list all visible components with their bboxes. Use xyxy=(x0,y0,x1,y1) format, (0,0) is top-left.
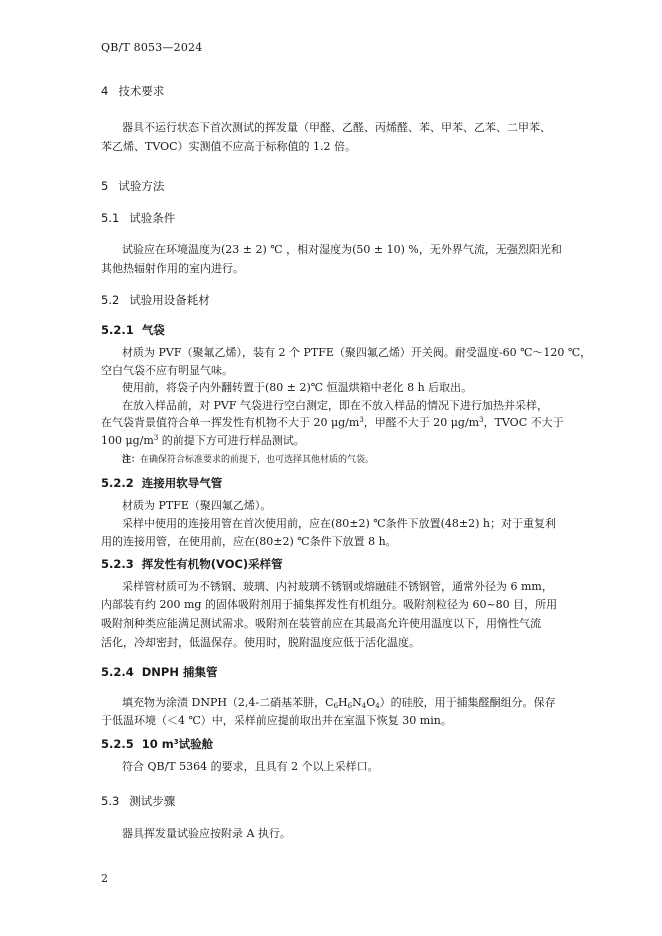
section-title: DNPH 捕集管 xyxy=(141,665,218,679)
section-number: 5.3 xyxy=(101,794,120,808)
section-number: 5.2.2 xyxy=(101,476,134,490)
text-line: 在放入样品前，对 PVF 气袋进行空白测定，即在不放入样品的情况下进行加热并采样， xyxy=(122,399,548,412)
section-title: 连接用软导气管 xyxy=(141,476,223,490)
text-line: 器具挥发量试验应按附录 A 执行。 xyxy=(122,827,291,840)
text-run: N xyxy=(352,696,362,709)
section-5-2-1-p3-cont xyxy=(101,413,563,432)
text-line: 材质为 PVF（聚氟乙烯），装有 2 个 PTFE（聚四氟乙烯）开关阀。耐受温度-60 ℃～120 ℃， xyxy=(122,346,592,359)
section-title: 测试步骤 xyxy=(129,794,176,808)
text-line xyxy=(101,431,563,450)
text-line: 试验应在环境温度为(23 ± 2) ℃ ，相对湿度为(50 ± 10) %，无外界气流，无强烈阳光和 xyxy=(122,243,562,256)
section-number: 5 xyxy=(101,179,109,193)
section-number: 5.2.1 xyxy=(101,323,134,337)
text-line: 采样管材质可为不锈钢、玻璃、内衬玻璃不锈钢或熔融硅不锈钢管，通常外径为 6 mm， xyxy=(122,580,553,593)
note-text: 在确保符合标准要求的前提下，也可选择其他材质的气袋。 xyxy=(140,455,375,465)
subscript: 4 xyxy=(375,702,380,710)
superscript: 3 xyxy=(173,738,179,746)
section-title: 试验条件 xyxy=(129,211,176,225)
section-5-heading xyxy=(101,178,164,194)
text-line: 内部装有约 200 mg 的固体吸附剂用于捕集挥发性有机组分。吸附剂粒径为 60~80 目，所用 xyxy=(101,598,558,611)
text-run: ，TVOC 不大于 xyxy=(483,416,564,429)
superscript: 3 xyxy=(479,416,484,424)
section-5-2-1-heading xyxy=(101,322,165,338)
note xyxy=(122,452,374,465)
section-5-2-2-p2-cont xyxy=(101,532,563,551)
text-line: 空白气袋不应有明显气味。 xyxy=(101,364,233,377)
section-4-heading xyxy=(101,83,164,99)
section-number: 4 xyxy=(101,84,109,98)
page-number: 2 xyxy=(101,872,108,885)
superscript: 3 xyxy=(359,416,364,424)
text-run: 100 μg/m xyxy=(101,434,154,447)
section-number: 5.1 xyxy=(101,211,120,225)
text-line: 器具不运行状态下首次测试的挥发量（甲醛、乙醛、丙烯醛、苯、甲苯、乙苯、二甲苯、 xyxy=(122,121,551,134)
section-5-3-paragraph xyxy=(122,824,584,843)
section-5-2-4-heading xyxy=(101,664,217,680)
text-line: 苯乙烯、TVOC）实测值不应高于标称值的 1.2 倍。 xyxy=(101,140,357,153)
section-5-2-1-p1 xyxy=(122,343,592,362)
section-number: 5.2.3 xyxy=(101,557,134,571)
text-line xyxy=(101,413,563,432)
section-number: 5.2 xyxy=(101,293,120,307)
text-line: 吸附剂种类应能满足测试需求。吸附剂在装管前应在其最高允许使用温度以下，用惰性气流 xyxy=(101,617,541,630)
section-4-paragraph xyxy=(122,118,584,137)
section-5-2-5-heading xyxy=(101,736,213,752)
text-run: O xyxy=(366,696,376,709)
section-5-2-5-paragraph xyxy=(122,757,584,776)
section-5-2-3-paragraph-cont xyxy=(101,595,563,652)
section-5-1-paragraph-cont xyxy=(101,259,563,278)
document-code: QB/T 8053—2024 xyxy=(101,41,203,54)
section-5-2-4-paragraph xyxy=(122,693,584,712)
section-title: 试验方法 xyxy=(118,179,165,193)
subscript: 4 xyxy=(361,702,367,710)
section-5-2-3-heading xyxy=(101,556,283,572)
text-run: ）的硅胶，用于捕集醛酮组分。保存 xyxy=(379,696,556,709)
text-line: 符合 QB/T 5364 的要求，且具有 2 个以上采样口。 xyxy=(122,760,379,773)
section-5-2-3-paragraph xyxy=(122,577,584,596)
text-line: 活化，冷却密封，低温保存。使用时，脱附温度应低于活化温度。 xyxy=(101,636,420,649)
section-5-3-heading xyxy=(101,793,175,809)
section-title: 技术要求 xyxy=(118,84,165,98)
section-title: 挥发性有机物(VOC)采样管 xyxy=(141,557,283,571)
section-5-2-heading xyxy=(101,292,210,308)
text-line xyxy=(122,693,584,712)
section-title: 气袋 xyxy=(141,323,165,337)
section-5-2-2-p1 xyxy=(122,496,584,515)
superscript: 3 xyxy=(153,434,159,442)
subscript: 6 xyxy=(333,702,339,710)
section-5-2-1-p3-end xyxy=(101,431,563,450)
section-5-2-2-p2 xyxy=(122,514,584,533)
section-5-2-2-heading xyxy=(101,475,222,491)
section-number: 5.2.4 xyxy=(101,665,134,679)
section-number: 5.2.5 xyxy=(101,737,134,751)
text-run: 在气袋背景值符合单一挥发性有机物不大于 20 μg/m xyxy=(101,416,360,429)
subscript: 6 xyxy=(347,702,353,710)
text-run: H xyxy=(338,696,348,709)
text-run: ，甲醛不大于 20 μg/m xyxy=(363,416,480,429)
text-run: 的前提下方可进行样品测试。 xyxy=(158,434,305,447)
section-5-1-paragraph xyxy=(122,240,584,259)
section-title: 10 m xyxy=(141,737,174,751)
section-title: 试验用设备耗材 xyxy=(129,293,210,307)
text-line: 于低温环境（＜4 ℃）中，采样前应提前取出并在室温下恢复 30 min。 xyxy=(101,714,452,727)
text-line: 其他热辐射作用的室内进行。 xyxy=(101,262,244,275)
note-label: 注： xyxy=(122,455,141,465)
text-line: 用的连接用管，在使用前，应在(80±2) ℃条件下放置 8 h。 xyxy=(101,535,397,548)
text-line: 使用前，将袋子内外翻转置于(80 ± 2)℃ 恒温烘箱中老化 8 h 后取出。 xyxy=(122,381,473,394)
section-title: 试验舱 xyxy=(178,737,214,751)
text-run: 填充物为涂渍 DNPH（2,4-二硝基苯肼，C xyxy=(122,696,334,709)
section-4-paragraph-cont xyxy=(101,137,563,156)
text-line: 材质为 PTFE（聚四氟乙烯）。 xyxy=(122,499,272,512)
section-5-2-1-p2 xyxy=(122,378,584,397)
text-line: 采样中使用的连接用管在首次使用前，应在(80±2) ℃条件下放置(48±2) h；对于重复利 xyxy=(122,517,556,530)
section-5-2-4-paragraph-cont xyxy=(101,711,563,730)
section-5-1-heading xyxy=(101,210,175,226)
